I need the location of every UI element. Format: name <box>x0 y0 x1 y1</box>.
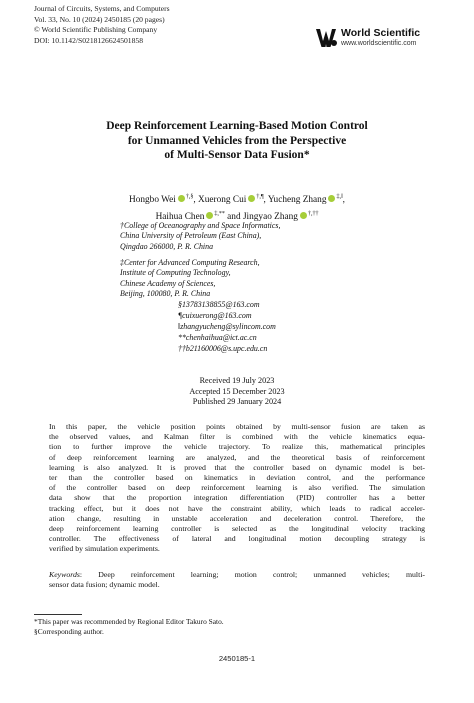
abstract-line: of deep reinforcement learning are analyzed, and the theoretical basis of reinforcement <box>49 452 425 462</box>
journal-doi: DOI: 10.1142/S0218126624501858 <box>34 35 143 45</box>
footnote: *This paper was recommended by Regional Editor Takuro Sato. <box>34 617 224 626</box>
author-emails <box>178 300 276 355</box>
author-list <box>40 191 434 224</box>
affiliation-line: ‡Center for Advanced Computing Research, <box>120 258 260 267</box>
footnote-divider <box>34 614 82 615</box>
orcid-icon[interactable] <box>206 212 213 219</box>
accepted-date: Accepted 15 December 2023 <box>189 386 285 396</box>
email-link[interactable]: ‖zhangyucheng@sylincom.com <box>178 321 276 331</box>
abstract-line: tion to further improve the vehicle trajectory. To realize this, mathematical principles <box>49 442 425 452</box>
author-marks: †,§ <box>185 194 194 200</box>
orcid-icon[interactable] <box>300 212 307 219</box>
title-line: Deep Reinforcement Learning-Based Motion Control <box>106 120 368 132</box>
affiliation-line: †College of Oceanography and Space Informatics, <box>120 221 281 230</box>
world-scientific-logo-icon <box>314 26 338 50</box>
keywords-line: sensor data fusion; dynamic model. <box>49 580 160 590</box>
journal-volume: Vol. 33, No. 10 (2024) 2450185 (20 pages) <box>34 14 165 24</box>
abstract-line: tracking effect, but it does not have the constraint ability, which leads to radical acceler- <box>49 503 425 513</box>
author-line <box>40 191 434 208</box>
orcid-icon[interactable] <box>248 195 255 202</box>
footnote: §Corresponding author. <box>34 627 104 636</box>
abstract-line: In this paper, the vehicle position points obtained by multi-sensor fusion are taken as <box>49 422 425 431</box>
keywords-line: Keywords: Deep reinforcement learning; motion control; unmanned vehicles; multi- <box>49 570 426 579</box>
abstract <box>49 422 425 555</box>
orcid-icon[interactable] <box>328 195 335 202</box>
author-separator: , <box>193 195 199 206</box>
email-link[interactable]: §13783138855@163.com <box>178 300 260 309</box>
keywords-label: Keywords <box>49 570 80 579</box>
author-marks: †,¶ <box>256 194 264 200</box>
orcid-icon[interactable] <box>178 195 185 202</box>
abstract-line: learning is also analyzed. It is proved that the controller based on dynamic model is bet- <box>49 462 425 472</box>
journal-name: Journal of Circuits, Systems, and Computers <box>34 4 170 13</box>
footnotes <box>34 617 224 637</box>
author-name: Yucheng Zhang <box>267 195 327 206</box>
author-name: Haihua Chen <box>155 211 205 222</box>
published-date: Published 29 January 2024 <box>192 397 282 407</box>
journal-info <box>34 4 170 46</box>
abstract-line: data show that the proportion integration differentiation (PID) controller has a better <box>49 493 425 503</box>
email-link[interactable]: **chenhaihua@ict.ac.cn <box>178 332 257 342</box>
received-date: Received 19 July 2023 <box>199 376 275 385</box>
keywords-text: Deep reinforcement learning; motion control; unmanned vehicles; multi- <box>98 570 426 579</box>
affiliation-line: China University of Petroleum (East China), <box>120 231 262 241</box>
page-number: 2450185-1 <box>218 654 256 663</box>
publisher-name: World Scientific <box>341 27 421 39</box>
publisher-logo <box>314 26 454 54</box>
keywords <box>49 570 425 590</box>
author-name: Xuerong Cui <box>198 195 247 206</box>
author-marks: ‡,‖ <box>336 194 343 200</box>
author-name: Hongbo Wei <box>129 195 176 206</box>
author-marks: †,†† <box>307 210 319 217</box>
abstract-line: deep reinforcement learning controller is selected as the longitudinal velocity tracking <box>49 524 425 534</box>
paper-title <box>40 119 434 163</box>
title-line: for Unmanned Vehicles from the Perspective <box>127 134 347 147</box>
title-line: of Multi-Sensor Data Fusion* <box>164 149 310 162</box>
author-separator: and <box>224 211 243 222</box>
journal-copyright: © World Scientific Publishing Company <box>34 25 158 35</box>
affiliation-line: Institute of Computing Technology, <box>120 268 231 278</box>
affiliation-1 <box>120 221 420 252</box>
author-name: Jingyao Zhang <box>242 211 298 222</box>
abstract-line: ter than the controller based on kinematics in deviation control, and the performance <box>49 473 425 483</box>
publication-dates <box>40 376 434 408</box>
email-link[interactable]: ††b21160006@s.upc.edu.cn <box>178 343 268 353</box>
affiliation-2 <box>120 258 420 300</box>
abstract-line: ation change, resulting in unstable acceleration and deceleration control. Therefore, the <box>49 513 425 523</box>
affiliation-line: Beijing, 100080, P. R. China <box>120 289 211 299</box>
email-link[interactable]: ¶cuixuerong@163.com <box>178 310 252 320</box>
publisher-url: www.worldscientific.com <box>341 40 417 47</box>
author-marks: ‡,** <box>214 210 225 217</box>
abstract-line: the observed values, and Kalman filter is combined with the vehicle kinematics equa- <box>49 432 425 442</box>
affiliation-line: Chinese Academy of Sciences, <box>120 278 216 288</box>
affiliation-line: Qingdao 266000, P. R. China <box>120 241 214 251</box>
abstract-line: controller. The effectiveness of lateral and longitudinal motion decoupling strategy is <box>49 534 425 544</box>
author-separator: , <box>263 195 268 206</box>
abstract-line: of the controller based on deep reinforcement learning is also verified. The simulation <box>49 483 425 493</box>
abstract-line: verified by simulation experiments. <box>49 544 160 554</box>
author-separator: , <box>342 195 345 206</box>
